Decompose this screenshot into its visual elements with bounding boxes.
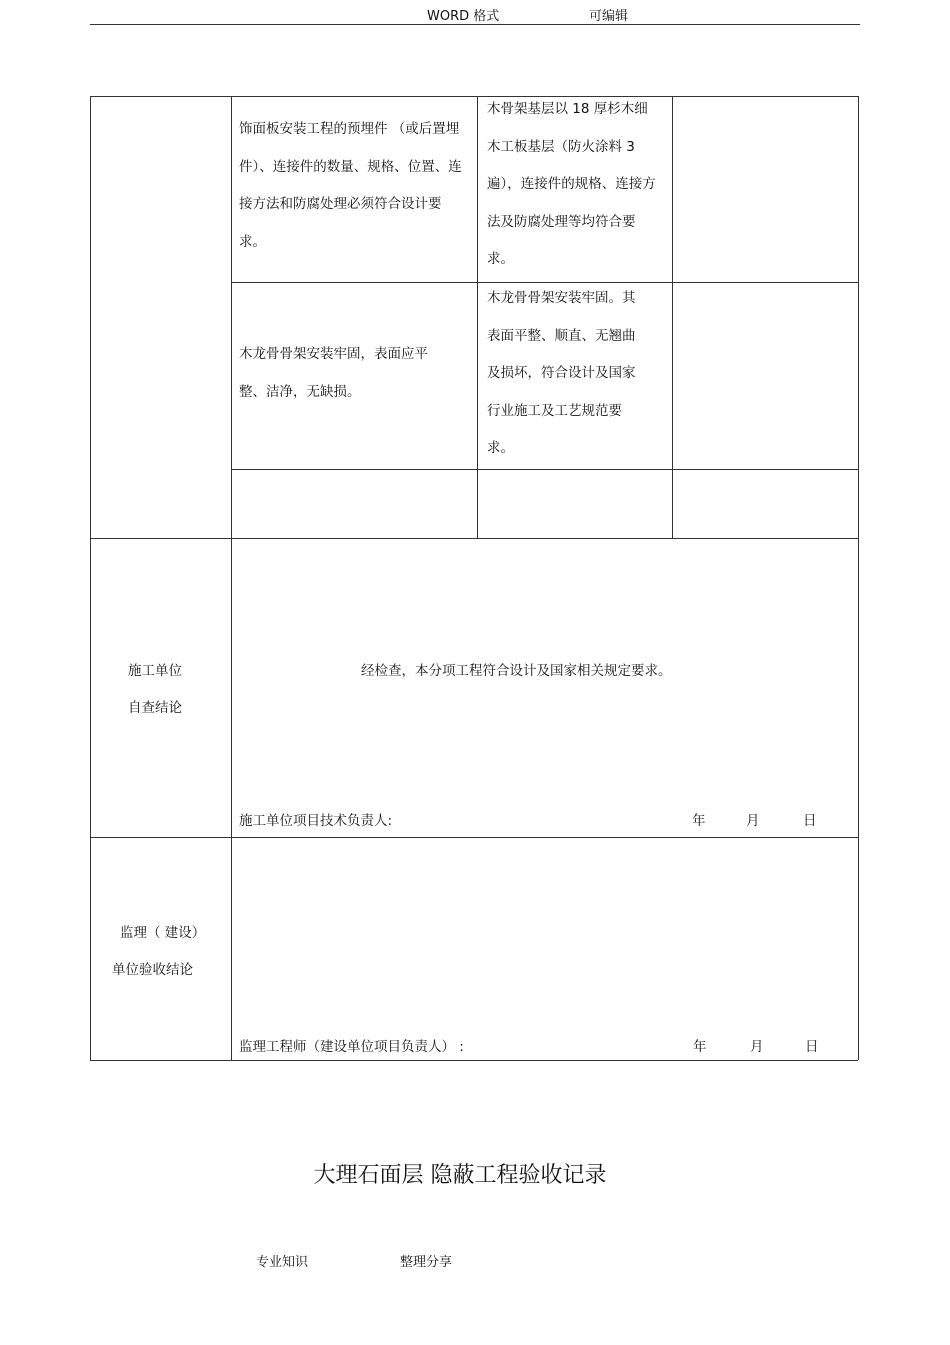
header-right: 可编辑 [589, 9, 629, 24]
next-section-title: 大理石面层 隐蔽工程验收记录 [313, 1163, 607, 1188]
footer-left: 专业知识 [256, 1255, 309, 1270]
construction-label-line2: 自查结论 [128, 700, 182, 716]
header-left: WORD 格式 [427, 9, 500, 24]
supervision-signer: 监理工程师（建设单位项目负责人） : [239, 1039, 464, 1055]
supervision-label-line2: 单位验收结论 [112, 962, 193, 978]
row2-requirement: 木龙骨骨架安装牢固，表面应平整、洁净，无缺损。 [239, 346, 428, 400]
footer-right: 整理分享 [400, 1255, 453, 1270]
construction-signer: 施工单位项目技术负责人: [239, 813, 393, 829]
supervision-day: 日 [805, 1039, 819, 1055]
row2-result: 木龙骨骨架安装牢固。其表面平整、顺直、无翘曲及损坏，符合设计及国家行业施工及工艺规范要求。 [487, 290, 636, 456]
supervision-month: 月 [750, 1039, 764, 1055]
row1-result: 木骨架基层以 18 厚杉木细木工板基层（防火涂料 3 遍），连接件的规格、连接方法及防腐处理等均符合要求。 [487, 101, 656, 267]
header-rule [90, 24, 860, 25]
construction-day: 日 [803, 813, 817, 829]
row1-requirement: 饰面板安装工程的预埋件 （或后置埋件）、连接件的数量、规格、位置、连接方法和防腐处理必须符合设计要求。 [239, 121, 462, 250]
supervision-year: 年 [693, 1039, 707, 1055]
construction-label-line1: 施工单位 [128, 663, 182, 679]
construction-conclusion: 经检查，本分项工程符合设计及国家相关规定要求。 [361, 663, 672, 679]
supervision-label-line1: 监理（ 建设） [120, 925, 206, 941]
construction-year: 年 [692, 813, 706, 829]
construction-month: 月 [746, 813, 760, 829]
